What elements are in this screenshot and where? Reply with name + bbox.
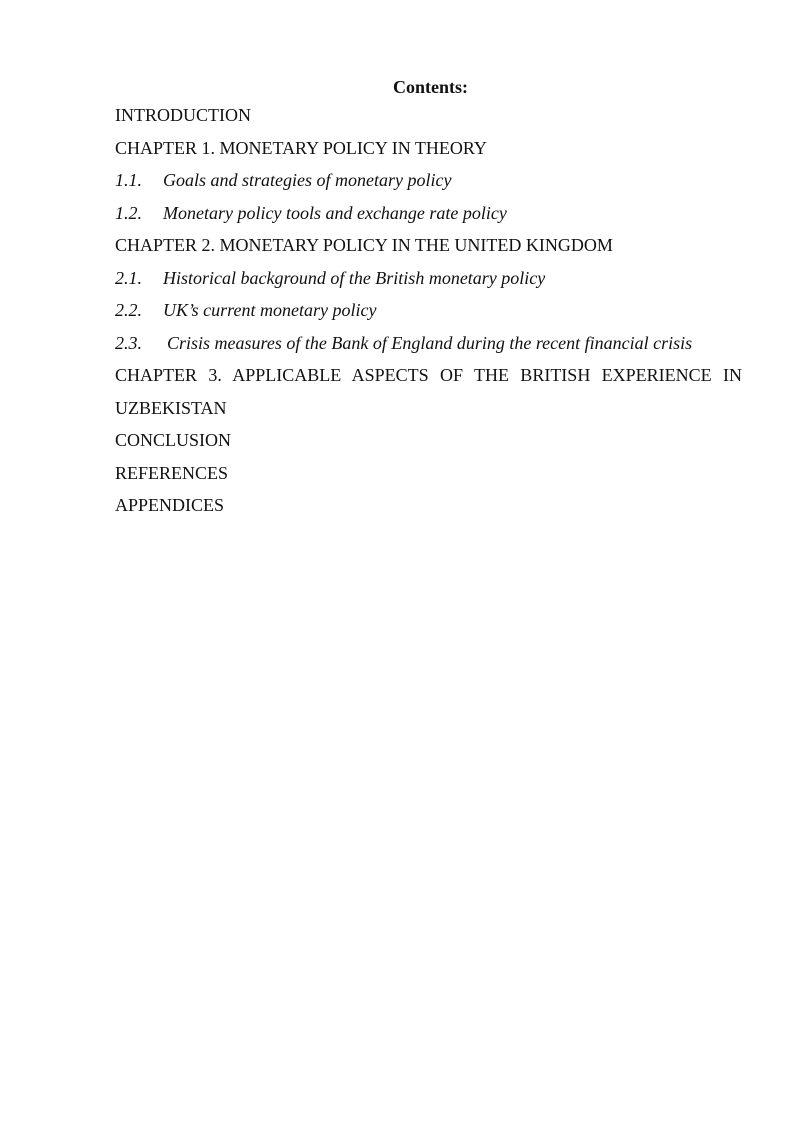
toc-section-2-3 [115,327,742,360]
toc-chapter-3-line-1: CHAPTER 3. APPLICABLE ASPECTS OF THE BRITISH EXPERIENCE IN [115,365,742,385]
section-number: 1.2. [115,202,142,223]
toc-conclusion: CONCLUSION [115,430,232,450]
toc-section-2-1 [115,262,742,295]
toc-references: REFERENCES [115,462,229,483]
section-title: Historical background of the British monetary policy [163,267,546,288]
toc-section-1-1 [115,164,742,197]
section-number: 2.3. [115,332,142,353]
toc-appendices: APPENDICES [115,495,225,515]
toc-section-2-2 [115,294,742,327]
table-of-contents [115,75,742,522]
section-number: 1.1. [115,170,142,190]
section-number: 2.2. [115,300,142,320]
contents-heading: Contents: [393,77,468,97]
section-title: UK’s current monetary policy [163,300,377,320]
section-number: 2.1. [115,267,142,288]
toc-chapter-2: CHAPTER 2. MONETARY POLICY IN THE UNITED KINGDOM [115,235,613,255]
section-title: Crisis measures of the Bank of England during the recent financial crisis [167,332,693,353]
toc-chapter-1: CHAPTER 1. MONETARY POLICY IN THEORY [115,137,487,158]
section-title: Monetary policy tools and exchange rate policy [163,202,507,223]
toc-chapter-3-line-2: UZBEKISTAN [115,397,227,418]
section-title: Goals and strategies of monetary policy [163,170,452,190]
toc-section-1-2 [115,197,742,230]
toc-introduction: INTRODUCTION [115,105,251,125]
